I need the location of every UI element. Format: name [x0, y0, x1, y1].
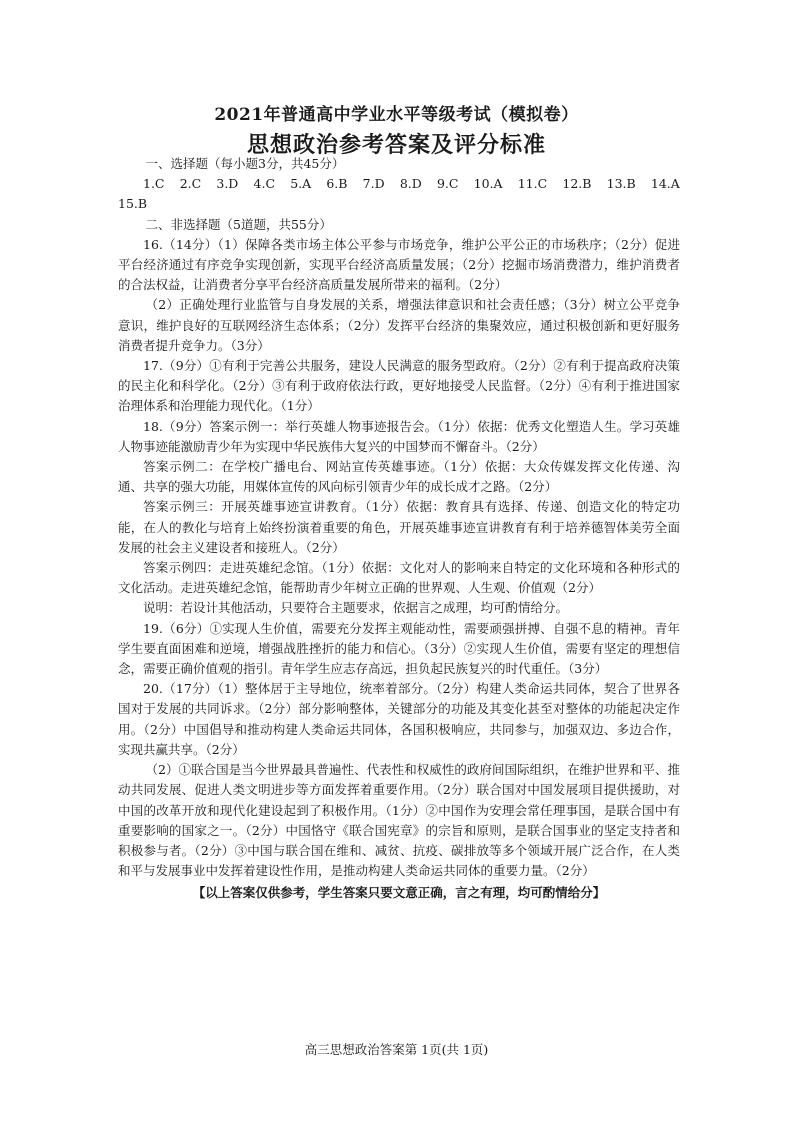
mcq-answer: 4.C	[253, 176, 276, 192]
q19-answer: 19.（6分）①实现人生价值，需要充分发挥主观能动性，需要顽强拼搏、自强不息的精神。青年学生要直面困难和逆境，增强战胜挫折的能力和信心。（3分）②实现人生价值，需要有坚定的理想信念，需要正确价值观的指引。青年学生应志存高远，担负起民族复兴的时代重任。（3分）	[118, 620, 680, 677]
mcq-answer: 5.A	[290, 176, 312, 192]
mcq-answer: 8.D	[399, 176, 422, 192]
mcq-answer: 12.B	[562, 176, 592, 192]
mcq-answer: 9.C	[436, 176, 459, 192]
q20-part1: 20.（17分）（1）整体居于主导地位，统率着部分。（2分）构建人类命运共同体，契合了世界各国对于发展的共同诉求。（2分）部分影响整体，关键部分的功能及其变化甚至对整体的功能起决定作用。（2分）中国倡导和推动构建人类命运共同体，各国积极响应，共同参与，加强双边、多边合作，实现共赢共享。（2分）	[118, 681, 680, 757]
answer-body	[118, 154, 680, 904]
mcq-answer-row	[118, 174, 680, 194]
mcq-answer: 13.B	[606, 176, 636, 192]
q18-example2: 答案示例二：在学校广播电台、网站宣传英雄事迹。（1分）依据：大众传媒发挥文化传递、沟通、共享的强大功能，用媒体宣传的风向标引领青少年的成长成才之路。（2分）	[118, 459, 680, 495]
mcq-answer: 3.D	[216, 176, 239, 192]
page-footer: 高三思想政治答案第 1页(共 1页)	[304, 1042, 489, 1057]
mcq-answer: 7.D	[362, 176, 385, 192]
mcq-answer: 1.C	[143, 176, 165, 192]
q18-example3: 答案示例三：开展英雄事迹宣讲教育。（1分）依据：教育具有选择、传递、创造文化的特定功能，在人的教化与培育上始终扮演着重要的角色，开展英雄事迹宣讲教育有利于培养德智体美劳全面发展的社会主义建设者和接班人。（2分）	[118, 499, 680, 555]
mcq-answer-last: 15.B	[118, 196, 148, 212]
q17-answer: 17.（9分）①有利于完善公共服务，建设人民满意的服务型政府。（2分）②有利于提高政府决策的民主化和科学化。（2分）③有利于政府依法行政，更好地接受人民监督。（2分）④有利于推进国家治理体系和治理能力现代化。（1分）	[118, 358, 680, 414]
section2-heading: 二、非选择题（5道题，共55分）	[145, 216, 332, 232]
exam-title: 2021年普通高中学业水平等级考试（模拟卷）	[214, 105, 579, 125]
q18-example4: 答案示例四：走进英雄纪念馆。（1分）依据：文化对人的影响来自特定的文化环境和各种形式的文化活动。走进英雄纪念馆，能帮助青少年树立正确的世界观、人生观、价值观（2分）	[118, 560, 680, 596]
q18-example1: 18.（9分）答案示例一：举行英雄人物事迹报告会。（1分）依据：优秀文化塑造人生。学习英雄人物事迹能激励青少年为实现中华民族伟大复兴的中国梦而不懈奋斗。（2分）	[118, 418, 680, 454]
section1-heading: 一、选择题（每小题3分，共45分）	[145, 156, 345, 171]
mcq-answer: 10.A	[473, 176, 503, 192]
q16-part1: 16.（14分）（1）保障各类市场主体公平参与市场竞争，维护公平公正的市场秩序；（2分）促进平台经济通过有序竞争实现创新，实现平台经济高质量发展；（2分）挖掘市场消费潜力，维护消费者的合法权益，让消费者分享平台经济高质量发展所带来的福利。（2分）	[118, 236, 680, 293]
mcq-answer: 11.C	[517, 176, 548, 192]
mcq-answer: 6.B	[326, 176, 348, 192]
answer-key-title: 思想政治参考答案及评分标准	[246, 132, 546, 158]
mcq-answer: 14.A	[650, 176, 680, 192]
mcq-answer: 2.C	[179, 176, 202, 192]
grading-note: 【以上答案仅供参考，学生答案只要文意正确，言之有理，均可酌情给分】	[192, 885, 606, 901]
q20-part2: （2）①联合国是当今世界最具普遍性、代表性和权威性的政府间国际组织，在维护世界和平、推动共同发展、促进人类文明进步等方面发挥着重要作用。（2分）联合国对中国发展项目提供援助，对中国的改革开放和现代化建设起到了积极作用。（1分）②中国作为安理会常任理事国，是联合国中有重要影响的国家之一。（2分）中国恪守《联合国宪章》的宗旨和原则，是联合国事业的坚定支持者和积极参与者。（2分）③中国与联合国在维和、减贫、抗疫、碳排放等多个领域开展广泛合作，在人类和平与发展事业中发挥着建设性作用，是推动构建人类命运共同体的重要力量。（2分）	[118, 762, 680, 879]
q16-part2: （2）正确处理行业监管与自身发展的关系，增强法律意识和社会责任感；（3分）树立公平竞争意识，维护良好的互联网经济生态体系；（2分）发挥平台经济的集聚效应，通过积极创新和更好服务消费者提升竞争力。（3分）	[118, 297, 680, 353]
q18-note: 说明：若设计其他活动，只要符合主题要求，依据言之成理，均可酌情给分。	[143, 600, 569, 616]
